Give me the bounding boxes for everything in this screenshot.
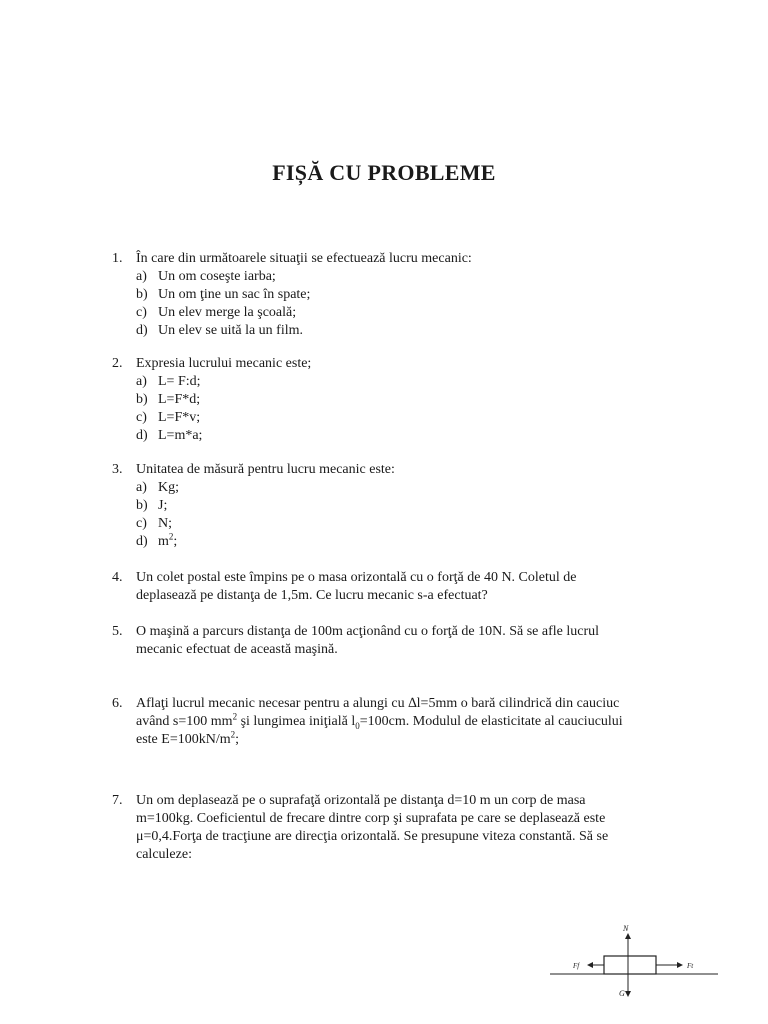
problem-text: Unitatea de măsură pentru lucru mecanic este:	[136, 462, 395, 477]
problem-text-part: ;	[235, 732, 239, 747]
subscript: 0	[355, 720, 360, 731]
problem-text: Un om deplasează pe o suprafaţă orizontală pe distanţa d=10 m un corp de masa m=100kg. Coeficientul de frecare dintre corp şi suprafata pe care se deplasează este μ=0,4.Forţa de tracţiune are direcţia orizontală. Se presupune viteza constantă. Să se calculeze:	[136, 793, 609, 862]
option-text: L=F*v;	[158, 410, 201, 425]
problem-number: 1.	[112, 251, 123, 266]
problem-number: 4.	[112, 570, 123, 585]
problem-text: Expresia lucrului mecanic este;	[136, 356, 312, 371]
problem-6	[112, 695, 640, 749]
problem-text: În care din următoarele situaţii se efectuează lucru mecanic:	[136, 251, 472, 266]
problem-text: Un colet postal este împins pe o masa orizontală cu o forţă de 40 N. Coletul de deplasează pe distanţa de 1,5m. Ce lucru mecanic s-a efectuat?	[136, 570, 577, 603]
option-text: N;	[158, 516, 172, 531]
superscript: 2	[232, 711, 238, 722]
option-a	[112, 479, 640, 497]
option-letter: c)	[136, 305, 147, 320]
option-c	[112, 515, 640, 533]
problem-7	[112, 792, 640, 864]
option-text: L= F:d;	[158, 374, 201, 389]
option-text: m	[158, 534, 169, 549]
option-letter: d)	[136, 323, 148, 338]
option-c	[112, 304, 640, 322]
problem-5	[112, 623, 640, 659]
problem-1	[112, 250, 640, 340]
option-b	[112, 497, 640, 515]
problem-3	[112, 461, 640, 551]
options-list	[112, 373, 640, 445]
option-text: Un elev merge la şcoală;	[158, 305, 297, 320]
option-text: Un elev se uită la un film.	[158, 323, 304, 338]
option-letter: a)	[136, 480, 147, 495]
option-text-suffix: ;	[173, 534, 178, 549]
option-text: L=m*a;	[158, 428, 203, 443]
option-letter: b)	[136, 498, 148, 513]
options-list	[112, 479, 640, 551]
option-text: Un om ţine un sac în spate;	[158, 287, 311, 302]
problem-number: 7.	[112, 793, 123, 808]
option-letter: d)	[136, 428, 148, 443]
option-a	[112, 268, 640, 286]
problem-number: 2.	[112, 356, 123, 371]
problem-text: O maşină a parcurs distanţa de 100m acţionând cu o forţă de 10N. Să se afle lucrul mecanic efectuat de această maşină.	[136, 624, 600, 657]
options-list	[112, 268, 640, 340]
option-text: J;	[158, 498, 168, 513]
body-block	[604, 956, 656, 974]
friction-force-label: Ff	[573, 962, 580, 970]
option-letter: c)	[136, 516, 147, 531]
problem-text-part: =100cm. Modulul de elasticitate al cauciucului este E=100kN/m	[136, 714, 623, 747]
problem-4	[112, 569, 640, 605]
option-b	[112, 391, 640, 409]
option-letter: c)	[136, 410, 147, 425]
option-d	[112, 427, 640, 445]
option-letter: a)	[136, 269, 147, 284]
option-letter: b)	[136, 392, 148, 407]
problem-text-part: Aflaţi lucrul mecanic necesar pentru a alungi cu ∆l=5mm o bară cilindrică din cauciuc având s=100 mm	[136, 696, 620, 729]
page-title: FIȘĂ CU PROBLEME	[272, 160, 496, 185]
superscript: 2	[230, 729, 236, 740]
option-b	[112, 286, 640, 304]
problem-2	[112, 355, 640, 445]
force-diagram	[548, 918, 724, 1000]
normal-force-label: N	[623, 924, 629, 933]
option-letter: d)	[136, 534, 148, 549]
option-text: L=F*d;	[158, 392, 201, 407]
problem-number: 3.	[112, 462, 123, 477]
problem-text	[136, 695, 640, 749]
superscript: 2	[168, 531, 174, 542]
problem-number: 6.	[112, 696, 123, 711]
option-text: Un om coseşte iarba;	[158, 269, 276, 284]
option-d	[112, 533, 640, 551]
option-c	[112, 409, 640, 427]
option-letter: a)	[136, 374, 147, 389]
option-a	[112, 373, 640, 391]
option-d	[112, 322, 640, 340]
problem-number: 5.	[112, 624, 123, 639]
problem-text-part: şi lungimea iniţială l	[237, 714, 356, 729]
option-letter: b)	[136, 287, 148, 302]
traction-force-label: Ft	[687, 962, 694, 970]
option-text: Kg;	[158, 480, 179, 495]
weight-label: G	[619, 989, 625, 998]
